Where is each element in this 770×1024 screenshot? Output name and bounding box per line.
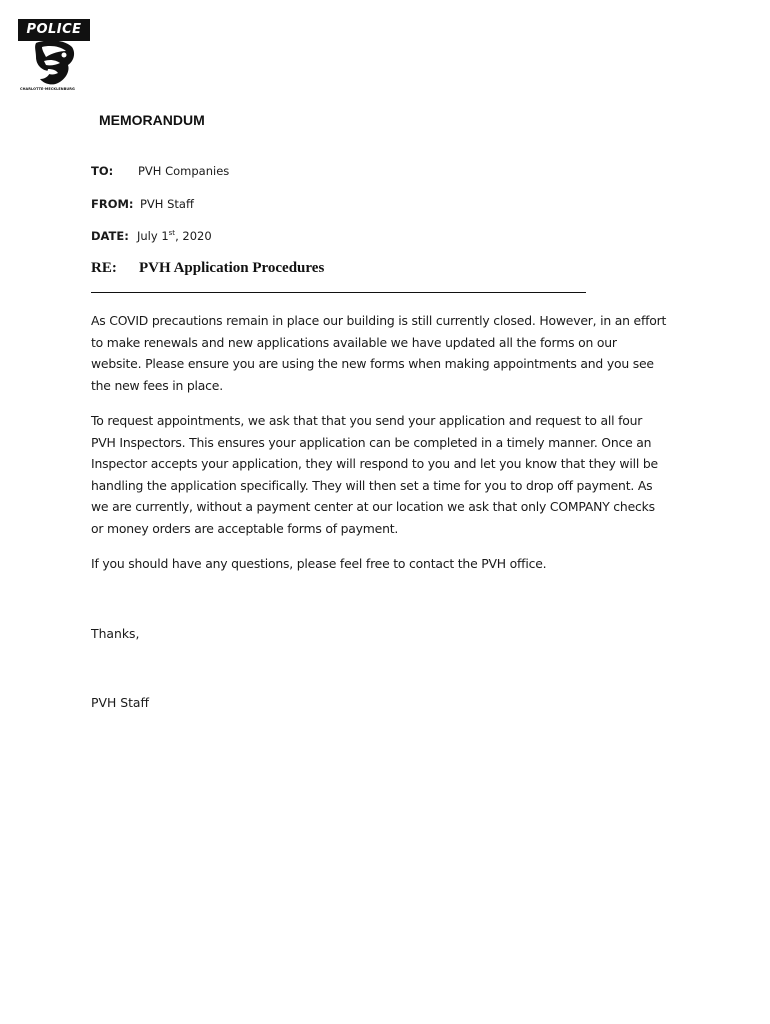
date-suffix: st xyxy=(168,229,176,238)
paragraph-line: or money orders are acceptable forms of payment. xyxy=(91,520,399,536)
closing: Thanks, xyxy=(91,626,140,641)
date-label: DATE: xyxy=(91,229,129,243)
paragraph-3 xyxy=(91,553,691,575)
to-label: TO: xyxy=(91,164,114,178)
from-label: FROM: xyxy=(91,197,134,211)
paragraph-1 xyxy=(91,310,691,396)
paragraph-line: we are currently, without a payment center at our location we ask that only COMPANY checks xyxy=(91,499,655,515)
paragraph-line: Inspector accepts your application, they will respond to you and let you know that they will be xyxy=(91,456,658,472)
memo-title: MEMORANDUM xyxy=(99,112,205,128)
signature: PVH Staff xyxy=(91,695,150,710)
hornet-icon xyxy=(30,39,78,87)
date-row xyxy=(91,229,212,243)
date-value xyxy=(137,229,212,243)
police-logo xyxy=(18,19,92,95)
paragraph-line: handling the application specifically. They will then set a time for you to drop off payment. As xyxy=(91,477,653,493)
date-prefix: July 1 xyxy=(137,229,169,243)
paragraph-line: to make renewals and new applications available we have updated all the forms on our xyxy=(91,334,617,350)
paragraph-line: To request appointments, we ask that that you send your application and request to all four xyxy=(91,413,643,428)
paragraph-line: If you should have any questions, please feel free to contact the PVH office. xyxy=(91,556,547,571)
to-value: PVH Companies xyxy=(138,164,230,178)
paragraph-line: website. Please ensure you are using the new forms when making appointments and you see xyxy=(91,356,654,372)
logo-caption: CHARLOTTE-MECKLENBURG xyxy=(20,87,75,91)
paragraph-line: As COVID precautions remain in place our building is still currently closed. However, in an effort xyxy=(91,313,667,328)
re-row xyxy=(91,260,324,277)
to-row xyxy=(91,164,229,178)
paragraph-line: PVH Inspectors. This ensures your application can be completed in a timely manner. Once an xyxy=(91,434,652,450)
from-row xyxy=(91,197,194,211)
date-rest: , 2020 xyxy=(175,229,212,243)
paragraph-2 xyxy=(91,410,691,540)
re-label: RE: xyxy=(91,260,117,276)
re-value: PVH Application Procedures xyxy=(139,260,325,276)
logo-banner: POLICE xyxy=(18,19,90,41)
paragraph-line: the new fees in place. xyxy=(91,377,223,393)
divider-rule xyxy=(91,292,586,293)
from-value: PVH Staff xyxy=(140,197,194,211)
